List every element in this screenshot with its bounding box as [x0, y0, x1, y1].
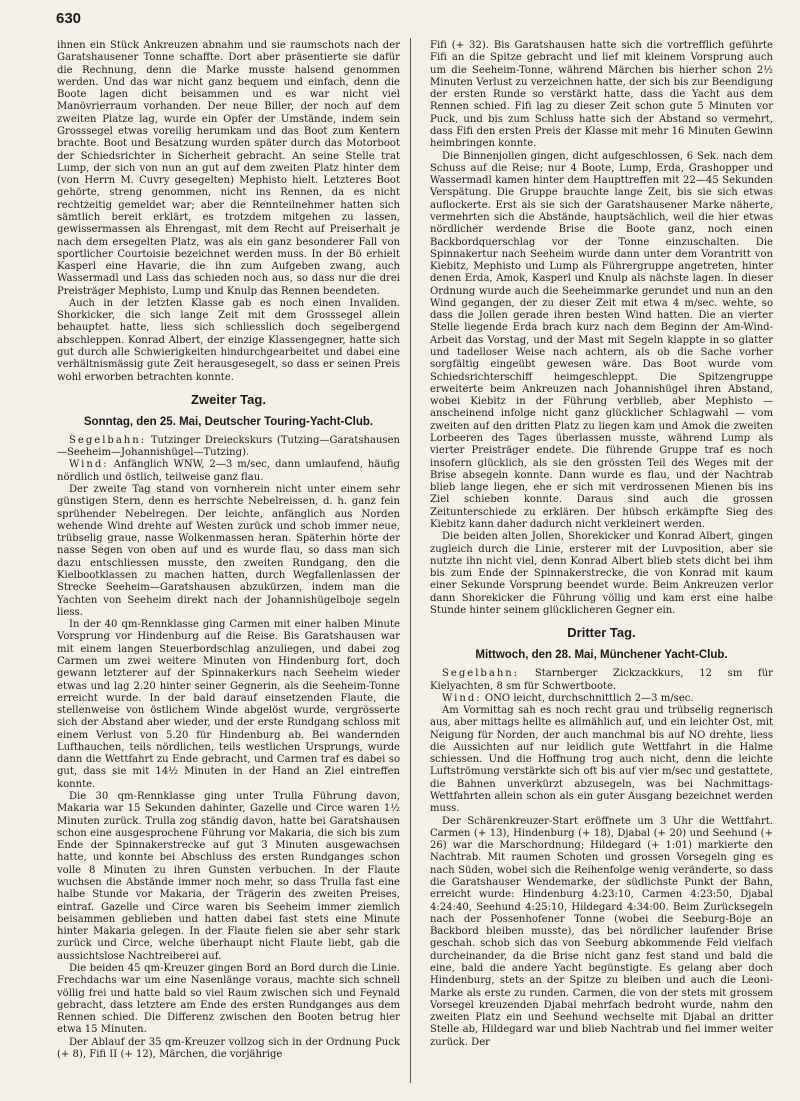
section-heading: Zweiter Tag. — [191, 391, 266, 407]
left-column — [57, 40, 400, 1061]
course-text: Tutzinger Dreieckskurs (Tutzing—Garatshausen—Seeheim—Johannishügel—Tutzing). — [57, 434, 400, 459]
wind-text: ONO leicht, durchschnittlich 2—3 m/sec. — [484, 692, 694, 704]
paragraph: Die Binnenjollen gingen, dicht aufgeschlossen, 6 Sek. nach dem Schuss auf die Reise; nur 4 Boote, Lump, Erda, Grashopper und Wassermadl kamen hinter dem Haupttreffen mit 22—45 Sekunden Verspätung. Die Gruppe brauchte lange Zeit, bis sie sich etwas auflockerte. Erst als sie sich der Garatshausener Marke näherte, vermehrten sich die Abstände, hauptsächlich, weil die hier etwas nördlicher werdende Brise die Boote ganz, noch einen Backbordquerschlag vor der Tonne einzuschalten. Die Spinnakertur nach Seeheim wurde dann unter dem Vorantritt von Kiebitz, Mephisto und Lump als Führergruppe angetreten, hinter denen Erda, Amok, Kasperl und Knulp als nächste lagen. In dieser Ordnung wurde auch die Seeheimmarke gerundet und nun an den Wind gegangen, der zu dieser Zeit mit etwa 4 m/sec. wehte, so dass die Jollen gerade ihren besten Wind hatten. Die an vierter Stelle liegende Erda brach kurz nach dem Beginn der Am-Wind-Arbeit das Vorstag, und der Mast mit Segeln klappte in so glatter und tadelloser Weise nach achtern, als ob die Sache vorher sorgfältig eingeübt gewesen wäre. Das Boot wurde vom Schiedsrichterschiff heimgeschleppt. Die Spitzengruppe erweiterte beim Ankreuzen nach Johannishügel ihren Abstand, wobei Kiebitz in der Führung verblieb, aber Mephisto — anscheinend infolge nicht ganz glücklicher Schlagwahl — vom zweiten auf den dritten Platz zu liegen kam und Amok die zweiten Lorbeeren des Tages überlassen musste, während Lump als vierter Preisträger endete. Die führende Gruppe traf es noch insofern glücklich, als sie den grössten Teil des Weges mit der Brise absegeln konnte. Dann wurde es flau, und der Nachtrab blieb lange liegen, ehe er sich mit verdrossenen Mienen bis ins Ziel schieben konnte. Daraus sind auch die grossen Zeitunterschiede zu erklären. Der hübsch erkämpfte Sieg des Kiebitz kann daher dadurch nicht verkleinert werden. — [430, 150, 773, 530]
paragraph: Fifi (+ 32). Bis Garatshausen hatte sich die vortrefflich geführte Fifi an die Spitze gebracht und lief mit kleinem Vorsprung auch um die Seeheim-Tonne, während Märchen bis hierher schon 2½ Minuten Verlust zu verzeichnen hatte, der sich bis zur Beendigung der ersten Runde so verstärkt hatte, dass die Yacht aus dem Rennen schied. Fifi lag zu dieser Zeit schon gute 5 Minuten vor Puck, und bis zum Schluss hatte sich der Abstand so vermehrt, dass Fifi den ersten Preis der Klasse mit mehr 16 Minuten Gewinn heimbringen konnte. — [430, 40, 773, 150]
course-line — [430, 668, 773, 693]
course-text: Starnberger Zickzackkurs, 12 sm für Kielyachten, 8 sm für Schwertboote. — [430, 668, 773, 692]
paragraph: Der zweite Tag stand von vornherein nicht unter einem sehr günstigen Stern, denn es herrschte Nebelreissen, d. h. ganz fein sprühender Nebelregen. Der leichte, anfänglich aus Norden wehende Wind drehte auf Westen zurück und schob immer neue, trübselig graue, nasse Wolkenmassen heran. Späterhin hörte der nasse Segen von oben auf und es wurde flau, so dass man sich dazu entschliessen musste, den zweiten Rundgang, den die Kielbootklassen zu machen hatten, durch Wegfallenlassen der Strecke Seeheim—Garatshausen abzukürzen, indem man die Yachten von Seeheim direkt nach der Johannishügelboje segeln liess. — [57, 484, 400, 618]
course-line — [57, 435, 400, 460]
paragraph: Am Vormittag sah es noch recht grau und trübselig regnerisch aus, aber mittags hellte es allmählich auf, und ein leichter Ost, mit Neigung für Norden, der auch manchmal bis auf NO drehte, liess die Aussichten auf nur leidlich gute Wettfahrt in die Halme schiessen. Und die Hoffnung trog auch nicht, denn die leichte Luftströmung verstärkte sich oft bis auf vier m/sec und gestattete, die Bahnen unverkürzt abzusegeln, was bei Nachmittags-Wettfahrten allein schon als ein guter Ausgang bezeichnet werden muss. — [430, 705, 773, 815]
right-column — [430, 40, 773, 1049]
paragraph: Der Ablauf der 35 qm-Kreuzer vollzog sich in der Ordnung Puck (+ 8), Fifi II (+ 12), Märchen, die vorjährige — [57, 1036, 400, 1060]
wind-line — [57, 459, 400, 484]
course-label: Segelbahn: — [442, 668, 520, 680]
wind-line — [430, 693, 773, 705]
section-subheading: Mittwoch, den 28. Mai, Münchener Yacht-Club. — [475, 649, 728, 662]
wind-label: Wind: — [69, 459, 109, 471]
paragraph: Die beiden 45 qm-Kreuzer gingen Bord an Bord durch die Linie. Frechdachs war um eine Nasenlänge voraus, machte sich schnell völlig frei und hatte bald so viel Raum zwischen sich und Feynald gebracht, dass letztere am Ende des ersten Rundganges aus dem Rennen schied. Die Differenz zwischen den Booten betrug hier etwa 15 Minuten. — [57, 962, 400, 1036]
section-heading: Dritter Tag. — [567, 625, 636, 641]
wind-label: Wind: — [442, 692, 482, 704]
course-label: Segelbahn: — [69, 434, 147, 446]
paragraph: In der 40 qm-Rennklasse ging Carmen mit einer halben Minute Vorsprung vor Hindenburg auf die Reise. Bis Garatshausen war mit einem langen Steuerbordschlag anzuliegen, und dabei zog Carmen um zwei weitere Minuten von Hindenburg fort, doch gewann letzterer auf der Spinnakerkurs nach Seeheim wieder etwas und lag 2.20 hinter seiner Gegnerin, als die Seeheim-Tonne erreicht wurde. In der bald darauf einsetzenden Flaute, die stellenweise von östlichem Winde abgelöst wurde, vergrösserte sich der Abstand aber wieder, und der erste Rundgang schloss mit einem Verlust von 5.20 für Hindenburg ab. Bei wandernden Lufthauchen, teils nördlichen, teils westlichen Ursprungs, wurde dann die Wettfahrt zu Ende gebracht, und Carmen traf es dabei so gut, dass sie mit 14½ Minuten in der Hand an Ziel eintreffen konnte. — [57, 619, 400, 790]
paragraph: ihnen ein Stück Ankreuzen abnahm und sie raumschots nach der Garatshausener Tonne schaffte. Dort aber präsentierte sie dafür die Rechnung, denn die Marke musste halsend genommen werden. Und das war nicht ganz bequem und einfach, denn die Boote lagen dicht beisammen und es war nicht viel Manövrierraum vorhanden. Der neue Biller, der noch auf dem zweiten Platze lag, wurde ein Opfer der Umstände, indem sein Grosssegel etwas voreilig herumkam und das Boot zum Kentern brachte. Boot und Besatzung wurden später durch das Motorboot der Schiedsrichter in Sicherheit gebracht. An seine Stelle trat Lump, der sich von nun an gut auf dem zweiten Platz hinter dem (von Herrn M. Cuvry gesegelten) Mephisto hielt. Letzteres Boot gehörte, streng genommen, nicht ins Rennen, da es nicht rechtzeitig gemeldet war; aber die Rennteilnehmer hatten sich sämtlich bereit erklärt, es trotzdem mitgehen zu lassen, gewissermassen als Ehrengast, mit dem Recht auf Preiserhalt je nach dem ersegelten Platz, was als ein ganz besonderer Fall von sportlicher Courtoisie bezeichnet werden muss. In der Bö erhielt Kasperl eine Havarie, die ihn zum Aufgeben zwang, auch Wassermadl und Lass das schieden noch aus, so dass nur die drei Preisträger Mephisto, Lump und Knulp das Rennen beendeten. — [57, 40, 400, 297]
wind-text: Anfänglich WNW, 2—3 m/sec, dann umlaufend, häufig nördlich und östlich, teilweise ganz flau. — [57, 459, 400, 483]
page-number: 630 — [56, 10, 82, 27]
column-divider — [410, 38, 411, 1083]
section-subheading: Sonntag, den 25. Mai, Deutscher Touring-Yacht-Club. — [83, 415, 374, 428]
paragraph: Die 30 qm-Rennklasse ging unter Trulla Führung davon, Makaria war 15 Sekunden dahinter, Gazelle und Circe waren 1½ Minuten zurück. Trulla zog ständig davon, hatte bei Garatshausen schon eine ausgesprochene Führung vor Makaria, die sich bis zum Ende der Spinnakerstrecke auf gut 3 Minuten ausgewachsen hatte, und konnte bei Abschluss des ersten Rundganges schon volle 8 Minuten zu ihren Gunsten verbuchen. In der Flaute wuchsen die Abstände immer noch mehr, so dass Trulla fast eine halbe Stunde vor Makaria, der Trägerin des zweiten Preises, eintraf. Gazelle und Circe waren bis Seeheim immer ziemlich beisammen geblieben und hatten dabei fast stets eine Minute hinter Makaria gelegen. In der Flaute fielen sie aber sehr stark zurück und Circe, welche überhaupt nicht Flaute liebt, gab die aussichtslose Nachtreiberei auf. — [57, 791, 400, 962]
paragraph: Der Schärenkreuzer-Start eröffnete um 3 Uhr die Wettfahrt. Carmen (+ 13), Hindenburg (+ 18), Djabal (+ 20) und Seehund (+ 26) war die Marschordnung; Hildegard (+ 1:01) markierte den Nachtrab. Mit raumen Schoten und grossen Vorsegeln ging es nach Süden, wobei sich die Reihenfolge wenig veränderte, so dass die Garatshauser Wendemarke, der südlichste Punkt der Bahn, erreicht wurde: Hindenburg 4:23:10, Carmen 4:23:50, Djabal 4:24:40, Seehund 4:25:10, Hildegard 4:34:00. Beim Zurücksegeln nach der Possenhofener Tonne (wobei die Seeburg-Boje an Backbord bleiben musste), das bei nördlicher laufender Brise geschah. schob sich das von Seeburg abkommende Feld vielfach durcheinander, da die Brise nicht ganz fest stand und bald die eine, bald die andere Yacht begünstigte. Es gelang aber doch Hindenburg, stets an der Spitze zu bleiben und auch die Leoni-Marke als erste zu runden. Carmen, die von der stets mit grossem Vorsegel kreuzenden Djabal mehrfach bedroht wurde, nahm den zweiten Platz ein und Seehund wechselte mit Djabal an dritter Stelle ab, Hildegard war und blieb Nachtrab und fiel immer weiter zurück. Der — [430, 815, 773, 1048]
paragraph: Die beiden alten Jollen, Shorekicker und Konrad Albert, gingen zugleich durch die Linie, ersterer mit der Luvposition, aber sie nutzte ihn nicht viel, denn Konrad Albert blieb stets dicht bei ihm bis zum Ende der Spinnakerstrecke, die von Konrad mit kaum einer Sekunde Vorsprung beendet wurde. Beim Ankreuzen verlor dann Shorekicker die Führung völlig und kam erst eine halbe Stunde hinter seinem glücklicheren Gegner ein. — [430, 531, 773, 616]
paragraph: Auch in der letzten Klasse gab es noch einen Invaliden. Shorkicker, die sich lange Zeit mit dem Grosssegel allein behauptet hatte, liess sich schliesslich doch segelbergend abschleppen. Konrad Albert, der einzige Klassengegner, hatte sich gut durch alle Schwierigkeiten hindurchgearbeitet und dabei eine verhältnismässig gute Zeit herausgesegelt, so dass er seinen Preis wohl erworben betrachten konnte. — [57, 297, 400, 383]
